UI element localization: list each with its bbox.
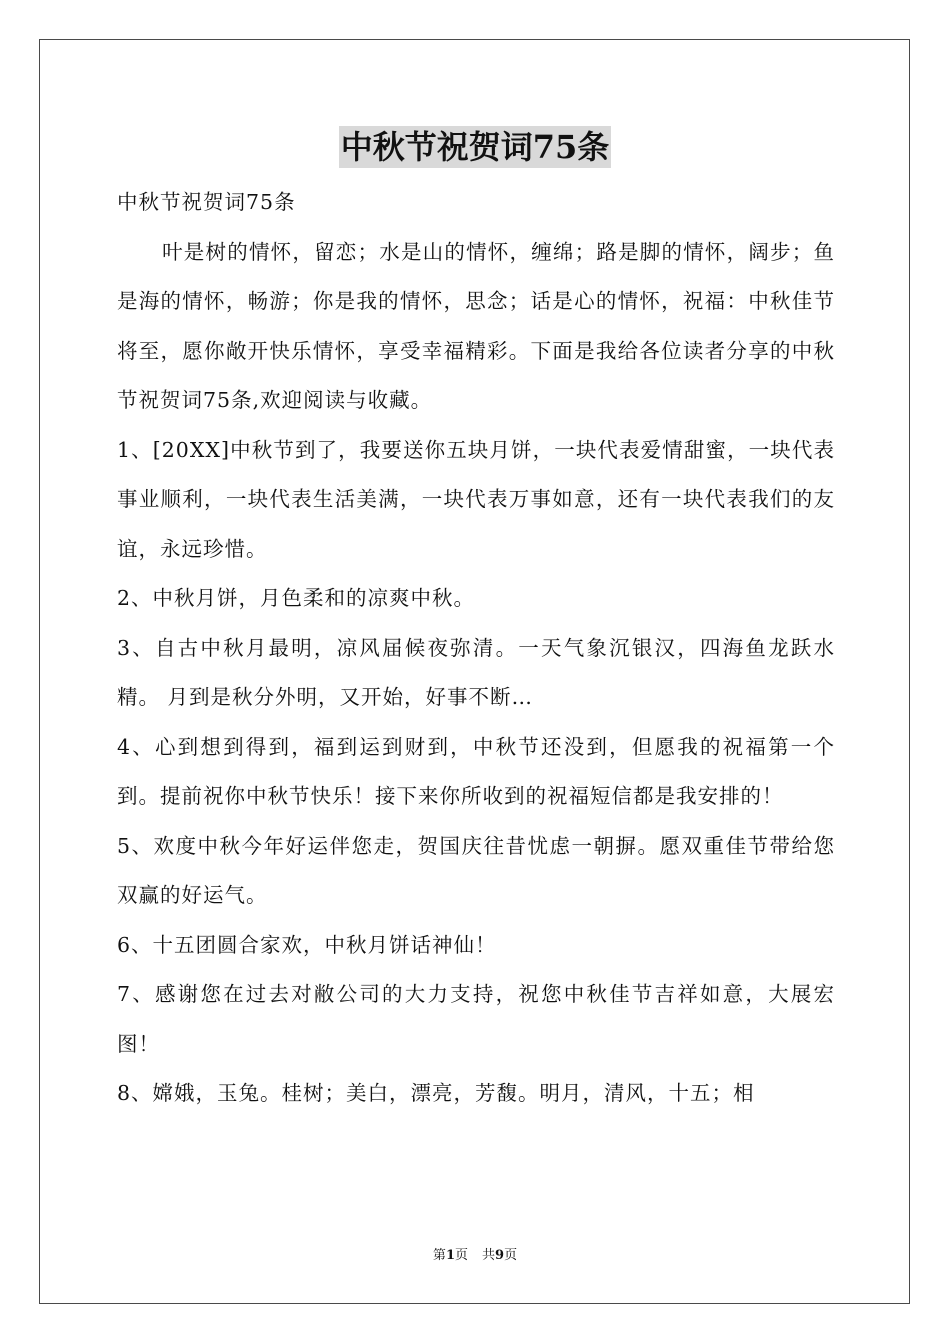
document-subtitle: 中秋节祝贺词75条 (117, 190, 296, 214)
list-item: 8、嫦娥，玉兔。桂树；美白，漂亮，芳馥。明月，清风，十五；相 (117, 1081, 755, 1105)
list-item: 2、中秋月饼，月色柔和的凉爽中秋。 (117, 586, 476, 610)
page-prefix: 第 (432, 1248, 446, 1263)
list-item: 6、十五团圆合家欢，中秋月饼话神仙！ (117, 932, 497, 957)
page-footer (0, 1247, 950, 1265)
current-page-number: 1 (445, 1248, 455, 1263)
total-page-number: 9 (495, 1248, 505, 1263)
list-item: 1、[20XX]中秋节到了，我要送你五块月饼，一块代表爱情甜蜜，一块代表事业顺利，一块代表生活美满，一块代表万事如意，还有一块代表我们的友谊，永远珍惜。 (117, 437, 835, 561)
document-body (117, 178, 835, 1119)
list-item: 5、欢度中秋今年好运伴您走，贺国庆往昔忧虑一朝摒。愿双重佳节带给您双赢的好运气。 (117, 833, 835, 907)
total-suffix: 页 (504, 1248, 518, 1263)
intro-paragraph: 叶是树的情怀，留恋；水是山的情怀，缠绵；路是脚的情怀，阔步；鱼是海的情怀，畅游；你是我的情怀，思念；话是心的情怀，祝福：中秋佳节将至，愿你敞开快乐情怀，享受幸福精彩。下面是我给各位读者分享的中秋节祝贺词75条,欢迎阅读与收藏。 (117, 239, 835, 412)
list-item: 4、心到想到得到，福到运到财到，中秋节还没到，但愿我的祝福第一个到。提前祝你中秋节快乐！接下来你所收到的祝福短信都是我安排的！ (117, 734, 835, 808)
page-suffix: 页 (454, 1248, 468, 1263)
document-title: 中秋节祝贺词75条 (340, 128, 610, 166)
title-container (0, 126, 950, 168)
list-item: 7、感谢您在过去对敝公司的大力支持，祝您中秋佳节吉祥如意，大展宏图！ (117, 982, 835, 1056)
list-item: 3、自古中秋月最明，凉风届候夜弥清。一天气象沉银汉，四海鱼龙跃水精。 月到是秋分外明，又开始，好事不断… (117, 635, 835, 709)
total-prefix: 共 (482, 1248, 496, 1263)
